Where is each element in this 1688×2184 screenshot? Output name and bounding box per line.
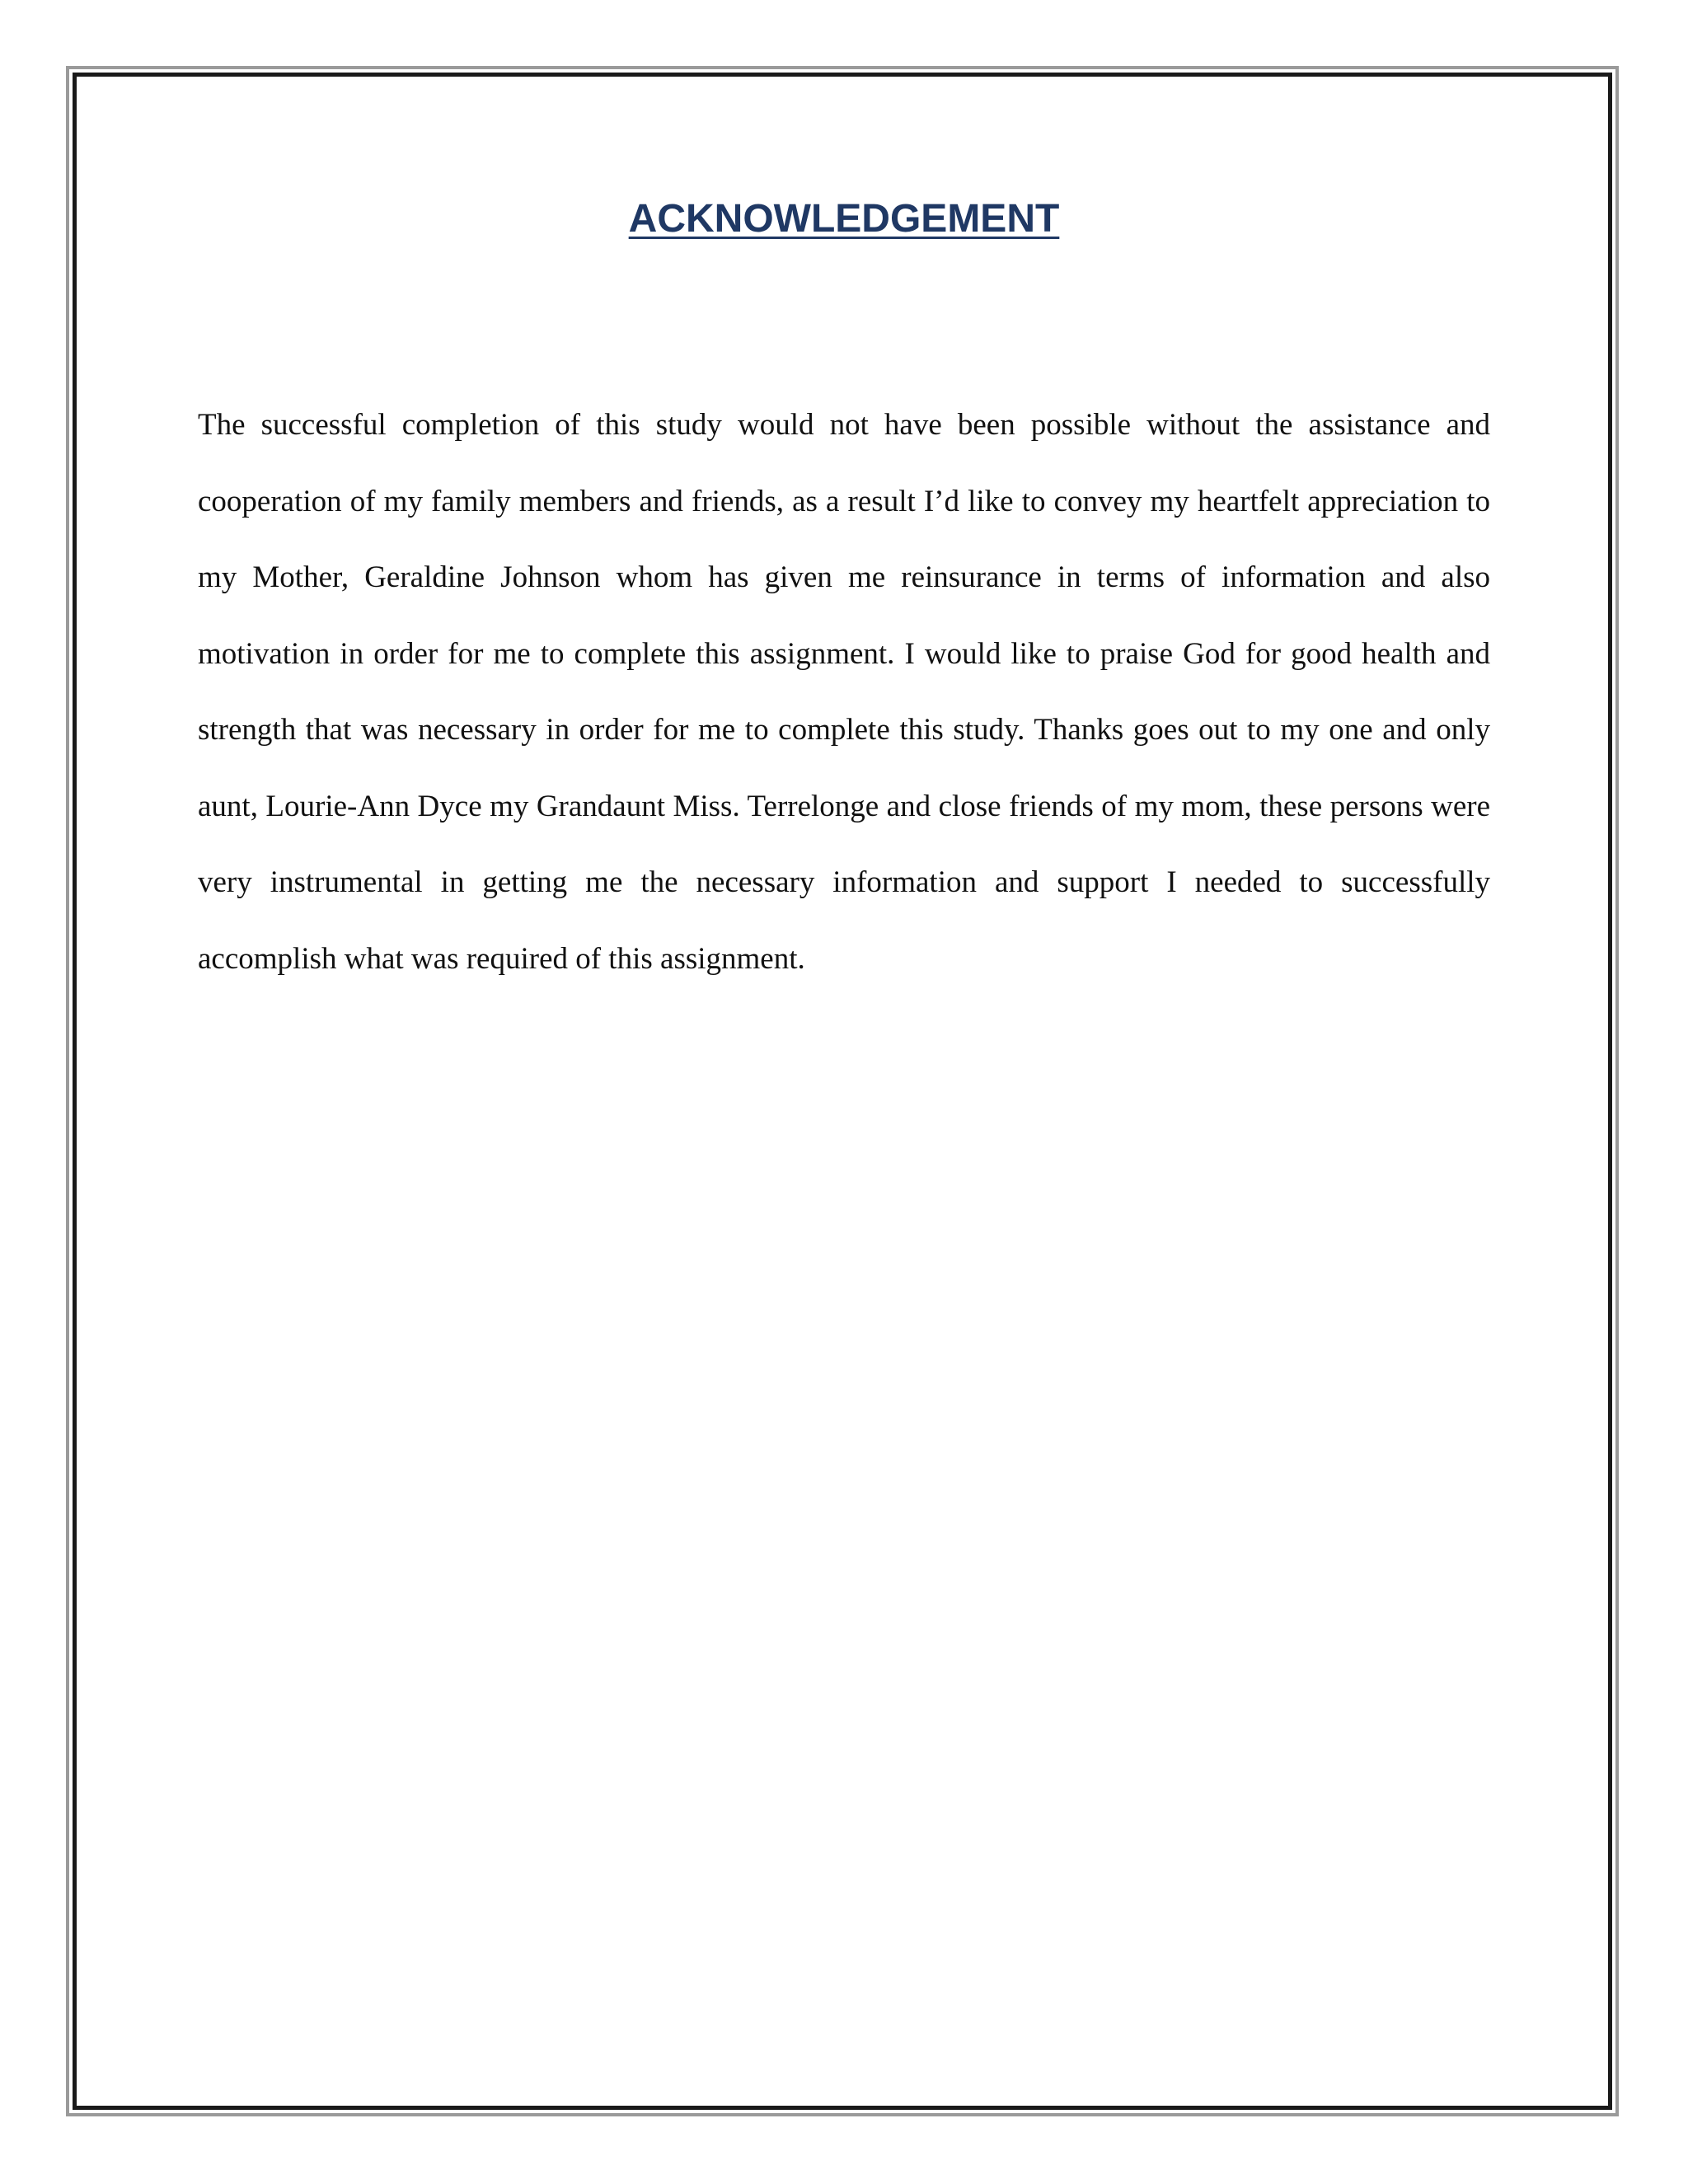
acknowledgement-paragraph: The successful completion of this study would not have been possible without the assistance and cooperation of my family members and friends, as a result I’d like to convey my heartfelt appreciation to my Mother, Geraldine Johnson whom has given me reinsurance in terms of information and also motivation in order for me to complete this assignment. I would like to praise God for good health and strength that was necessary in order for me to complete this study. Thanks goes out to my one and only aunt, Lourie-Ann Dyce my Grandaunt Miss. Terrelonge and close friends of my mom, these persons were very instrumental in getting me the necessary information and support I needed to successfully accomplish what was required of this assignment.: [198, 408, 1490, 976]
page-title: ACKNOWLEDGEMENT: [628, 197, 1060, 241]
page-border-inner: [73, 73, 1612, 2110]
